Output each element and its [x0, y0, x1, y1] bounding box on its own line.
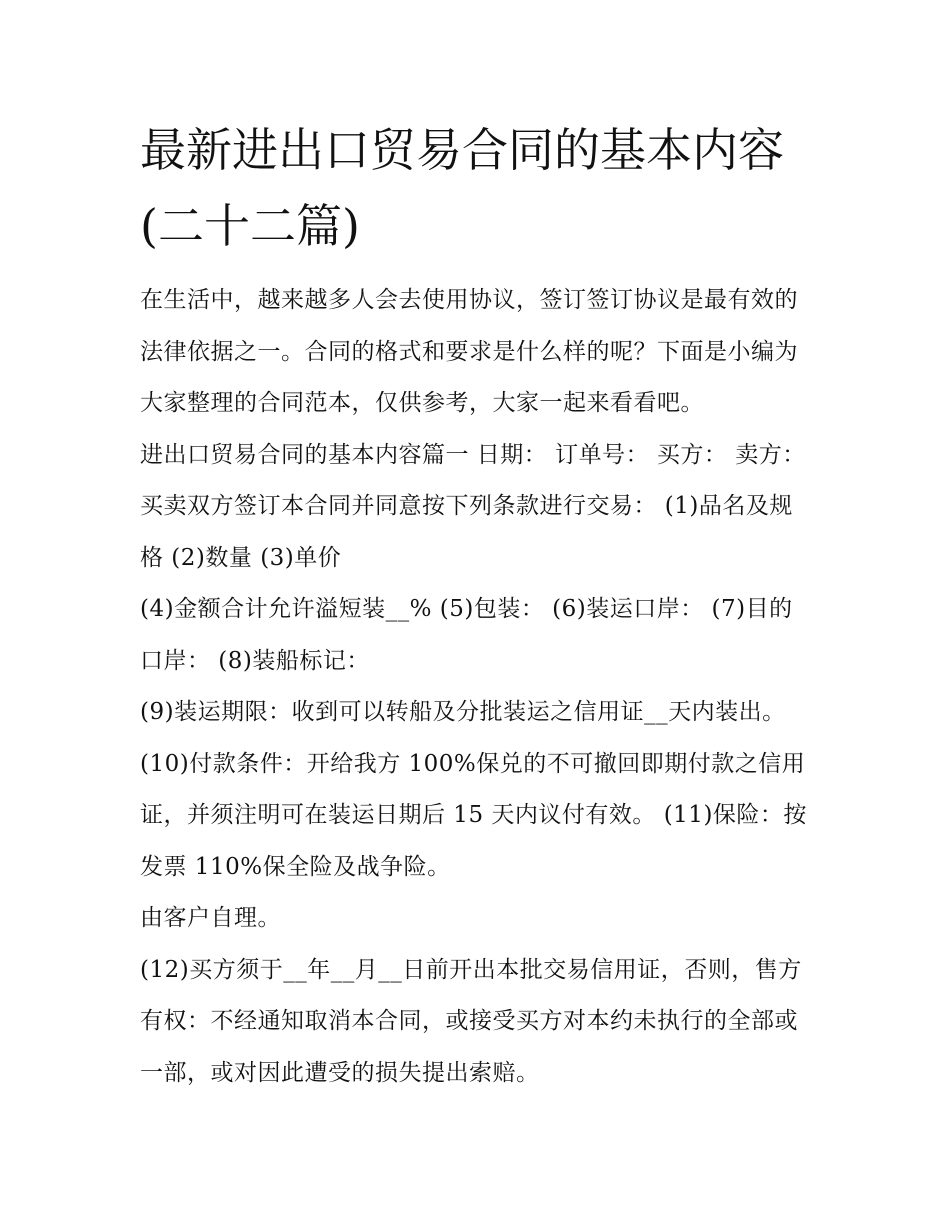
paragraph-shipment-term: (9)装运期限：收到可以转船及分批装运之信用证__天内装出。	[140, 699, 786, 725]
paragraph-letter-of-credit: (12)买方须于__年__月__日前开出本批交易信用证，否则，售方有权：不经通知取消本合同，或接受买方对本约未执行的全部或一部，或对因此遭受的损失提出索赔。	[140, 956, 802, 1086]
document-title: 最新进出口贸易合同的基本内容(二十二篇)	[140, 123, 784, 253]
paragraph-payment-insurance: (10)付款条件：开给我方 100%保兑的不可撤回即期付款之信用证，并须注明可在装运日期后 15 天内议付有效。 (11)保险：按发票 110%保全险及战争险。	[140, 750, 807, 880]
paragraph-contract-header: 进出口贸易合同的基本内容篇一 日期： 订单号： 买方： 卖方： 买卖双方签订本合同并同意按下列条款进行交易： (1)品名及规格 (2)数量 (3)单价	[140, 441, 806, 571]
paragraph-customer-handling: 由客户自理。	[140, 905, 281, 931]
paragraph-amount-packing-ports: (4)金额合计允许溢短装__% (5)包装： (6)装运口岸： (7)目的口岸： (8)装船标记：	[140, 596, 793, 674]
document-body	[140, 275, 812, 1099]
paragraph-intro: 在生活中，越来越多人会去使用协议，签订签订协议是最有效的法律依据之一。合同的格式和要求是什么样的呢？下面是小编为大家整理的合同范本，仅供参考，大家一起来看看吧。	[140, 287, 798, 416]
